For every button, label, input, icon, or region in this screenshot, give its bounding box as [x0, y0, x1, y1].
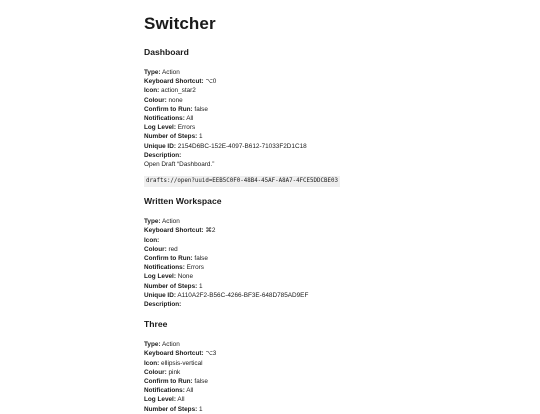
field-icon: Icon:: [144, 236, 160, 244]
field-steps: Number of Steps: 1: [144, 133, 203, 141]
action-section-written-workspace: [144, 196, 540, 319]
field-icon: Icon: action_star2: [144, 87, 196, 95]
field-shortcut: Keyboard Shortcut: ⌥0: [144, 78, 217, 86]
field-steps: Number of Steps: 1: [144, 282, 203, 290]
action-url-code[interactable]: drafts://open?uuid=EEB5C0F0-48B4-45AF-A8A7-4FCE5DDCBE03: [144, 176, 340, 187]
description-text: Open Draft “Dashboard.”: [144, 161, 215, 169]
field-shortcut: Keyboard Shortcut: ⌥3: [144, 350, 217, 358]
field-shortcut: Keyboard Shortcut: ⌘2: [144, 227, 216, 235]
field-log-level: Log Level: Errors: [144, 124, 196, 132]
field-notifications: Notifications: All: [144, 387, 194, 395]
field-type: Type: Action: [144, 218, 180, 226]
field-colour: Colour: none: [144, 96, 183, 104]
field-notifications: Notifications: Errors: [144, 264, 205, 272]
field-uid: Unique ID: 2154D6BC-152E-4097-B612-71033F2D1C18: [144, 142, 307, 150]
field-confirm: Confirm to Run: false: [144, 378, 208, 386]
field-steps: Number of Steps: 1: [144, 405, 203, 413]
field-confirm: Confirm to Run: false: [144, 105, 208, 113]
field-log-level: Log Level: All: [144, 396, 185, 404]
field-icon: Icon: ellipsis-vertical: [144, 359, 203, 367]
action-heading: Three: [144, 319, 168, 330]
field-colour: Colour: pink: [144, 368, 181, 376]
action-heading: Written Workspace: [144, 196, 222, 207]
action-heading: Dashboard: [144, 47, 189, 57]
action-section-dashboard: [144, 47, 540, 196]
field-colour: Colour: red: [144, 245, 178, 253]
field-type: Type: Action: [144, 69, 180, 76]
field-description: Description:: [144, 301, 182, 309]
field-description: Description:: [144, 151, 182, 159]
action-section-three: [144, 319, 540, 414]
field-confirm: Confirm to Run: false: [144, 255, 208, 263]
field-notifications: Notifications: All: [144, 115, 194, 123]
page-title: Switcher: [144, 14, 216, 33]
field-log-level: Log Level: None: [144, 273, 194, 281]
field-uid: Unique ID: A110A2F2-B56C-4266-BF3E-648D785AD9EF: [144, 291, 309, 299]
field-type: Type: Action: [144, 341, 180, 349]
